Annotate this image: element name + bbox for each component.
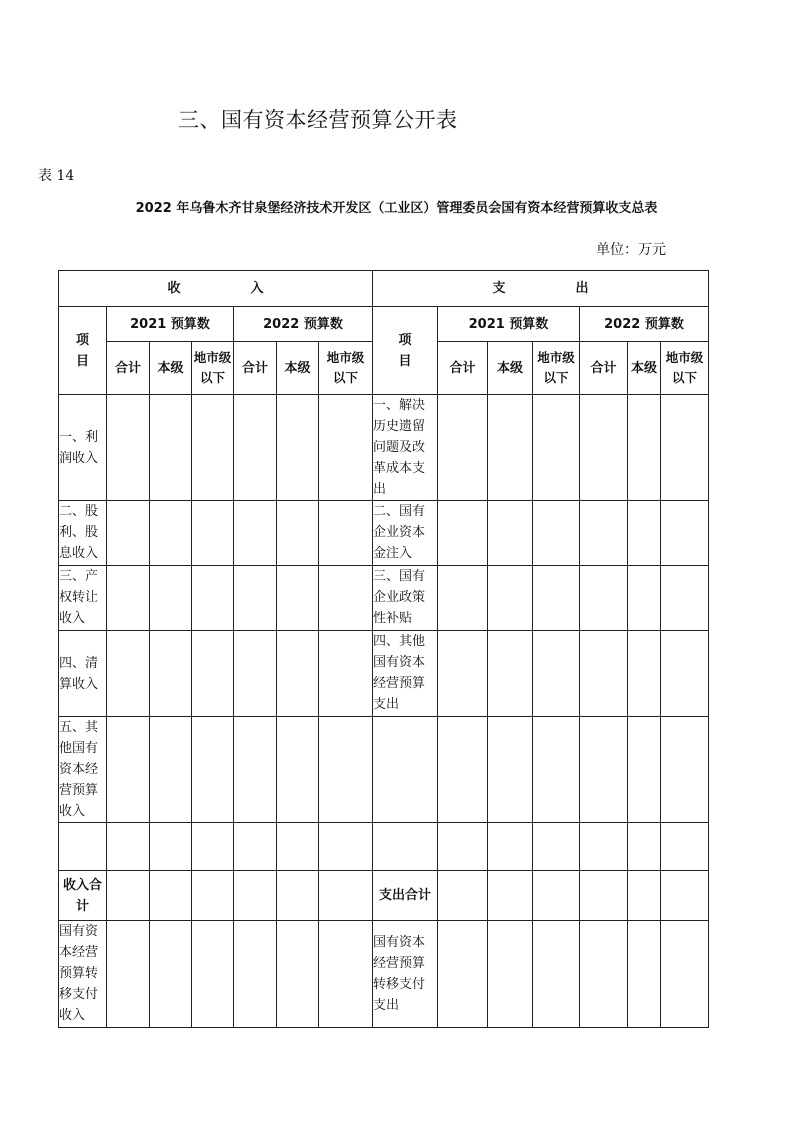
expense-item-label: 一、解决历史遗留问题及改革成本支出	[373, 395, 438, 501]
table-row	[59, 501, 709, 566]
income-header: 收入	[59, 271, 373, 307]
income-item-label: 一、利润收入	[59, 395, 107, 501]
expense-2022-level-header: 本级	[628, 342, 661, 395]
income-item-label: 二、股利、股息收入	[59, 501, 107, 566]
expense-2021-total-header: 合计	[438, 342, 488, 395]
income-item-label: 四、清算收入	[59, 631, 107, 717]
expense-2022-total-header: 合计	[580, 342, 628, 395]
expense-2022-lower-header: 地市级 以下	[661, 342, 709, 395]
table-row	[59, 566, 709, 631]
expense-2021-level-header: 本级	[488, 342, 533, 395]
income-total-label: 收入合计	[59, 871, 107, 921]
unit-label: 单位：万元	[596, 242, 666, 258]
expense-item-label: 四、其他国有资本经营预算支出	[373, 631, 438, 717]
income-2021-level-header: 本级	[150, 342, 192, 395]
income-item-label	[59, 823, 107, 871]
table-row	[59, 823, 709, 871]
expense-item-header: 项 目	[373, 307, 438, 395]
table-row	[59, 631, 709, 717]
expense-2021-header: 2021 预算数	[438, 307, 580, 342]
expense-2022-header: 2022 预算数	[580, 307, 709, 342]
transfer-row	[59, 921, 709, 1028]
expense-item-label	[373, 717, 438, 823]
table-row	[59, 717, 709, 823]
expense-header: 支出	[373, 271, 709, 307]
expense-item-label	[373, 823, 438, 871]
income-2022-total-header: 合计	[234, 342, 277, 395]
totals-row	[59, 871, 709, 921]
expense-item-label: 二、国有企业资本金注入	[373, 501, 438, 566]
income-item-label: 五、其他国有资本经营预算收入	[59, 717, 107, 823]
income-2022-lower-header: 地市级 以下	[319, 342, 373, 395]
expense-2021-lower-header: 地市级 以下	[533, 342, 580, 395]
income-item-header: 项 目	[59, 307, 107, 395]
page-title: 三、国有资本经营预算公开表	[178, 108, 458, 132]
income-2021-total-header: 合计	[107, 342, 150, 395]
table-subtitle: 2022 年乌鲁木齐甘泉堡经济技术开发区（工业区）管理委员会国有资本经营预算收支总表	[135, 201, 658, 216]
income-2022-level-header: 本级	[277, 342, 319, 395]
income-2022-header: 2022 预算数	[234, 307, 373, 342]
transfer-expense-label: 国有资本经营预算转移支付支出	[373, 921, 438, 1028]
income-item-label: 三、产权转让收入	[59, 566, 107, 631]
income-2021-header: 2021 预算数	[107, 307, 234, 342]
header-row-main	[59, 271, 709, 307]
budget-summary-table	[58, 270, 709, 1028]
header-row-year	[59, 307, 709, 342]
table-number: 表 14	[38, 168, 75, 184]
table-row	[59, 395, 709, 501]
transfer-income-label: 国有资本经营预算转移支付收入	[59, 921, 107, 1028]
expense-total-label: 支出合计	[373, 871, 438, 921]
expense-item-label: 三、国有企业政策性补贴	[373, 566, 438, 631]
income-2021-lower-header: 地市级 以下	[192, 342, 234, 395]
